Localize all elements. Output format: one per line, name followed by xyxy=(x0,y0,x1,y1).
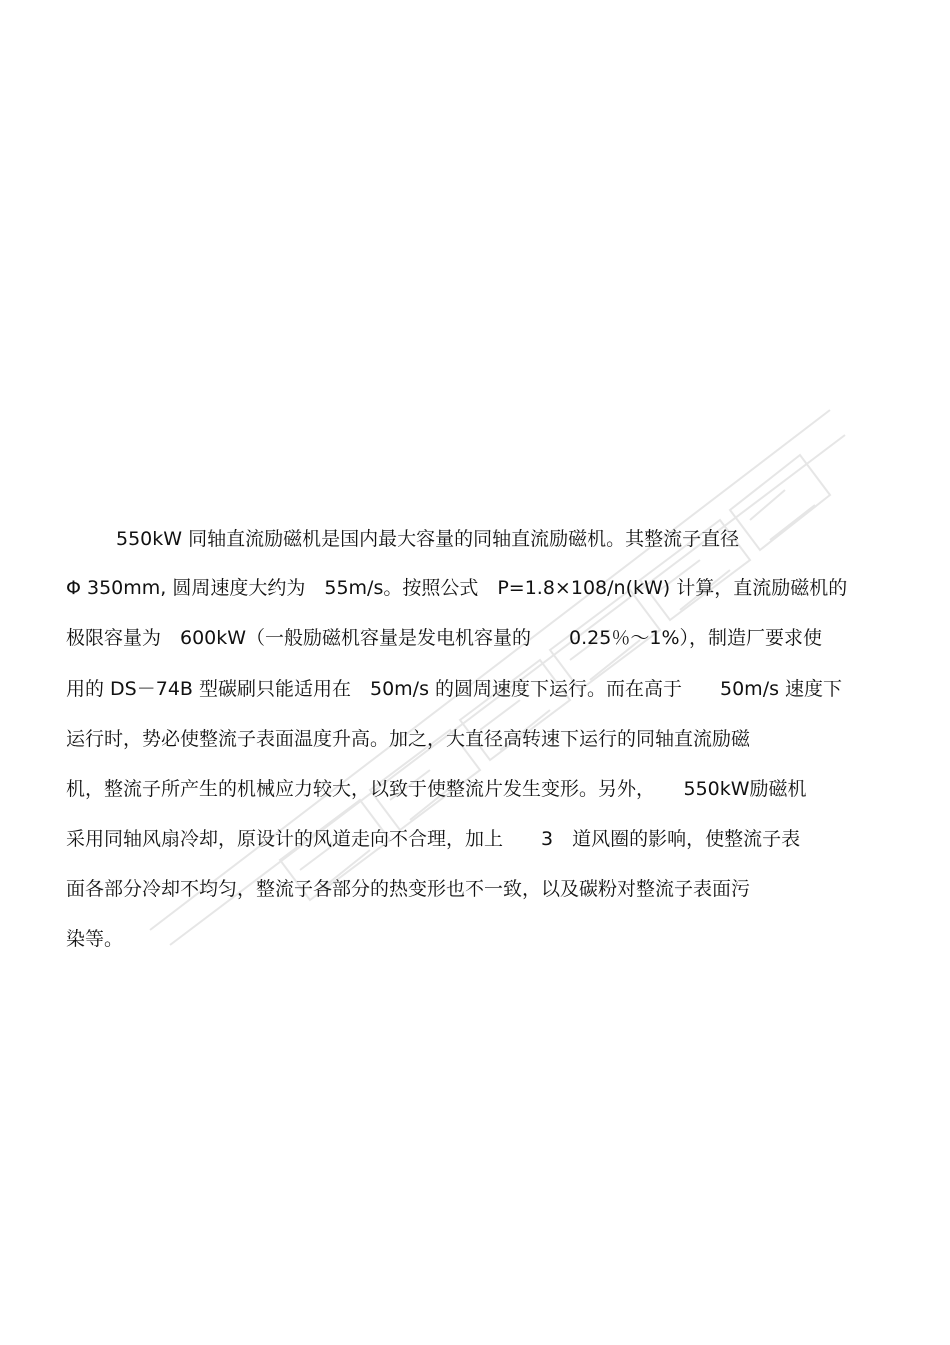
paragraph-line: 极限容量为 600kW（一般励磁机容量是发电机容量的 0.25％～1%），制造厂要求使 xyxy=(66,627,823,649)
paragraph-line: 550kW 同轴直流励磁机是国内最大容量的同轴直流励磁机。其整流子直径 xyxy=(116,528,740,550)
paragraph-line: 采用同轴风扇冷却，原设计的风道走向不合理，加上 3 道风圈的影响，使整流子表 xyxy=(66,828,801,850)
paragraph-line: 面各部分冷却不均匀，整流子各部分的热变形也不一致，以及碳粉对整流子表面污 xyxy=(66,878,751,900)
paragraph-line: 染等。 xyxy=(66,928,124,950)
paragraph-line: 用的 DS－74B 型碳刷只能适用在 50m/s 的圆周速度下运行。而在高于 50m/s 速度下 xyxy=(66,678,843,700)
paragraph-line: 机，整流子所产生的机械应力较大，以致于使整流片发生变形。另外， 550kW励磁机 xyxy=(66,778,807,800)
paragraph-line: 运行时，势必使整流子表面温度升高。加之，大直径高转速下运行的同轴直流励磁 xyxy=(66,728,751,750)
paragraph-line: Φ 350mm, 圆周速度大约为 55m/s。按照公式 P=1.8×108/n(kW) 计算，直流励磁机的 xyxy=(66,577,848,599)
